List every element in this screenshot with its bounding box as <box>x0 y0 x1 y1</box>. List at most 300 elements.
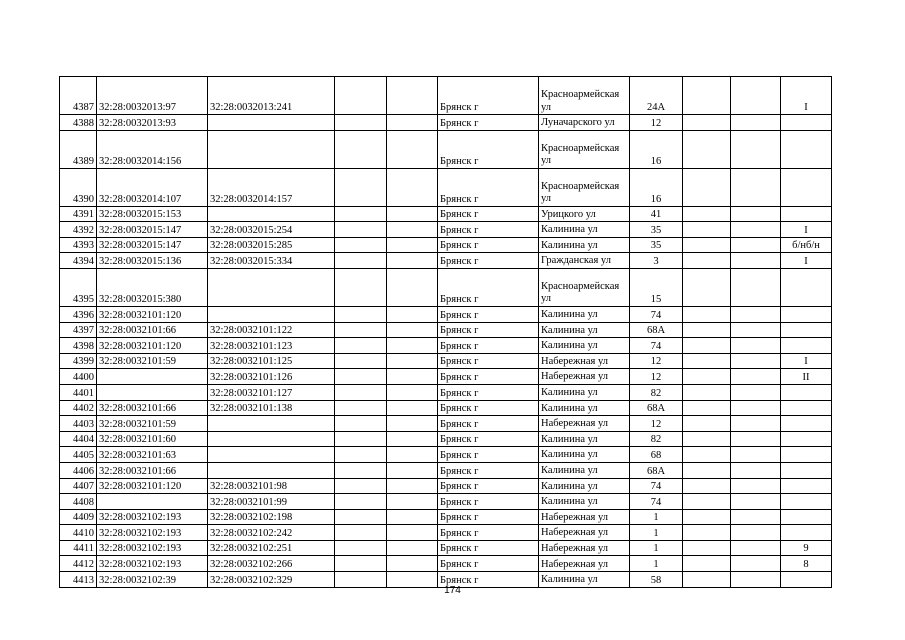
empty-cell <box>387 509 438 525</box>
cadastral-number-cell: 32:28:0032101:60 <box>97 431 208 447</box>
empty-cell <box>683 268 731 306</box>
cadastral-number-cell: 32:28:0032102:193 <box>97 556 208 572</box>
premises-number-cell: 32:28:0032014:157 <box>208 168 335 206</box>
premises-designation-cell <box>781 447 832 463</box>
cadastral-number-cell <box>97 369 208 385</box>
empty-cell <box>731 494 781 510</box>
premises-designation-cell <box>781 462 832 478</box>
cadastral-number-cell: 32:28:0032102:193 <box>97 525 208 541</box>
house-number-cell: 12 <box>630 353 683 369</box>
city-cell: Брянск г <box>438 384 539 400</box>
row-number-cell: 4409 <box>60 509 97 525</box>
street-cell: Калинина ул <box>539 494 630 510</box>
house-number-cell: 1 <box>630 509 683 525</box>
cadastral-number-cell: 32:28:0032015:153 <box>97 206 208 222</box>
premises-number-cell: 32:28:0032102:329 <box>208 572 335 588</box>
empty-cell <box>335 369 387 385</box>
row-number-cell: 4404 <box>60 431 97 447</box>
house-number-cell: 74 <box>630 478 683 494</box>
empty-cell <box>387 168 438 206</box>
table-body <box>60 77 832 588</box>
street-cell: Набережная ул <box>539 369 630 385</box>
city-cell: Брянск г <box>438 338 539 354</box>
empty-cell <box>387 462 438 478</box>
house-number-cell: 16 <box>630 168 683 206</box>
empty-cell <box>335 384 387 400</box>
table-row <box>60 494 832 510</box>
house-number-cell: 35 <box>630 237 683 253</box>
empty-cell <box>387 478 438 494</box>
house-number-cell: 3 <box>630 253 683 269</box>
empty-cell <box>731 525 781 541</box>
empty-cell <box>731 540 781 556</box>
premises-number-cell <box>208 416 335 432</box>
empty-cell <box>387 253 438 269</box>
street-cell: Калинина ул <box>539 222 630 238</box>
premises-number-cell: 32:28:0032101:123 <box>208 338 335 354</box>
row-number-cell: 4401 <box>60 384 97 400</box>
table-row <box>60 115 832 131</box>
house-number-cell: 1 <box>630 556 683 572</box>
empty-cell <box>335 478 387 494</box>
house-number-cell: 68А <box>630 322 683 338</box>
empty-cell <box>335 416 387 432</box>
cadastral-number-cell: 32:28:0032101:59 <box>97 416 208 432</box>
street-cell: Луначарского ул <box>539 115 630 131</box>
empty-cell <box>731 168 781 206</box>
empty-cell <box>387 338 438 354</box>
empty-cell <box>387 77 438 115</box>
street-cell: Гражданская ул <box>539 253 630 269</box>
table-row <box>60 306 832 322</box>
premises-number-cell: 32:28:0032102:198 <box>208 509 335 525</box>
row-number-cell: 4388 <box>60 115 97 131</box>
row-number-cell: 4405 <box>60 447 97 463</box>
cadastral-number-cell: 32:28:0032101:120 <box>97 478 208 494</box>
cadastral-number-cell: 32:28:0032102:193 <box>97 540 208 556</box>
premises-number-cell <box>208 447 335 463</box>
cadastral-number-cell: 32:28:0032014:107 <box>97 168 208 206</box>
premises-number-cell: 32:28:0032015:254 <box>208 222 335 238</box>
cadastral-number-cell <box>97 494 208 510</box>
premises-designation-cell <box>781 509 832 525</box>
house-number-cell: 68А <box>630 462 683 478</box>
premises-designation-cell <box>781 322 832 338</box>
empty-cell <box>387 525 438 541</box>
city-cell: Брянск г <box>438 206 539 222</box>
empty-cell <box>335 168 387 206</box>
empty-cell <box>731 416 781 432</box>
row-number-cell: 4413 <box>60 572 97 588</box>
row-number-cell: 4393 <box>60 237 97 253</box>
premises-number-cell: 32:28:0032102:251 <box>208 540 335 556</box>
empty-cell <box>683 338 731 354</box>
city-cell: Брянск г <box>438 237 539 253</box>
premises-designation-cell <box>781 306 832 322</box>
empty-cell <box>387 494 438 510</box>
house-number-cell: 35 <box>630 222 683 238</box>
premises-number-cell: 32:28:0032101:138 <box>208 400 335 416</box>
table-row <box>60 369 832 385</box>
table-row <box>60 525 832 541</box>
empty-cell <box>683 130 731 168</box>
street-cell: Калинина ул <box>539 572 630 588</box>
house-number-cell: 1 <box>630 540 683 556</box>
premises-number-cell: 32:28:0032102:242 <box>208 525 335 541</box>
empty-cell <box>683 494 731 510</box>
table-row <box>60 447 832 463</box>
cadastral-number-cell: 32:28:0032015:147 <box>97 222 208 238</box>
city-cell: Брянск г <box>438 525 539 541</box>
row-number-cell: 4387 <box>60 77 97 115</box>
premises-designation-cell <box>781 494 832 510</box>
row-number-cell: 4396 <box>60 306 97 322</box>
empty-cell <box>335 525 387 541</box>
street-cell: Красноармейская ул <box>539 168 630 206</box>
premises-designation-cell <box>781 525 832 541</box>
cadastral-number-cell: 32:28:0032102:193 <box>97 509 208 525</box>
premises-number-cell: 32:28:0032101:122 <box>208 322 335 338</box>
empty-cell <box>335 431 387 447</box>
cadastral-number-cell: 32:28:0032102:39 <box>97 572 208 588</box>
empty-cell <box>335 206 387 222</box>
empty-cell <box>731 322 781 338</box>
street-cell: Калинина ул <box>539 338 630 354</box>
cadastral-number-cell: 32:28:0032013:93 <box>97 115 208 131</box>
city-cell: Брянск г <box>438 509 539 525</box>
row-number-cell: 4399 <box>60 353 97 369</box>
street-cell: Калинина ул <box>539 322 630 338</box>
row-number-cell: 4390 <box>60 168 97 206</box>
premises-designation-cell <box>781 268 832 306</box>
premises-designation-cell: II <box>781 369 832 385</box>
empty-cell <box>731 431 781 447</box>
empty-cell <box>731 353 781 369</box>
table-row <box>60 206 832 222</box>
house-number-cell: 1 <box>630 525 683 541</box>
street-cell: Калинина ул <box>539 431 630 447</box>
table-row <box>60 222 832 238</box>
cadastral-number-cell <box>97 384 208 400</box>
premises-designation-cell <box>781 168 832 206</box>
premises-designation-cell: I <box>781 353 832 369</box>
table-row <box>60 268 832 306</box>
table-row <box>60 509 832 525</box>
premises-number-cell <box>208 115 335 131</box>
premises-number-cell <box>208 130 335 168</box>
empty-cell <box>335 77 387 115</box>
row-number-cell: 4397 <box>60 322 97 338</box>
premises-number-cell: 32:28:0032013:241 <box>208 77 335 115</box>
row-number-cell: 4403 <box>60 416 97 432</box>
empty-cell <box>387 206 438 222</box>
empty-cell <box>387 416 438 432</box>
empty-cell <box>683 77 731 115</box>
empty-cell <box>387 130 438 168</box>
cadastral-number-cell: 32:28:0032101:120 <box>97 338 208 354</box>
house-number-cell: 74 <box>630 306 683 322</box>
cadastral-number-cell: 32:28:0032015:380 <box>97 268 208 306</box>
row-number-cell: 4391 <box>60 206 97 222</box>
table-row <box>60 431 832 447</box>
empty-cell <box>387 322 438 338</box>
empty-cell <box>335 540 387 556</box>
empty-cell <box>335 447 387 463</box>
empty-cell <box>683 478 731 494</box>
empty-cell <box>335 237 387 253</box>
premises-number-cell: 32:28:0032102:266 <box>208 556 335 572</box>
premises-number-cell <box>208 268 335 306</box>
cadastral-number-cell: 32:28:0032014:156 <box>97 130 208 168</box>
cadastral-number-cell: 32:28:0032015:147 <box>97 237 208 253</box>
row-number-cell: 4395 <box>60 268 97 306</box>
city-cell: Брянск г <box>438 447 539 463</box>
empty-cell <box>387 431 438 447</box>
empty-cell <box>387 384 438 400</box>
empty-cell <box>683 431 731 447</box>
street-cell: Набережная ул <box>539 353 630 369</box>
empty-cell <box>683 206 731 222</box>
empty-cell <box>683 462 731 478</box>
empty-cell <box>683 322 731 338</box>
empty-cell <box>683 509 731 525</box>
empty-cell <box>683 540 731 556</box>
premises-number-cell: 32:28:0032101:99 <box>208 494 335 510</box>
premises-number-cell: 32:28:0032015:285 <box>208 237 335 253</box>
house-number-cell: 82 <box>630 431 683 447</box>
premises-number-cell: 32:28:0032101:127 <box>208 384 335 400</box>
empty-cell <box>387 369 438 385</box>
empty-cell <box>731 400 781 416</box>
empty-cell <box>683 168 731 206</box>
city-cell: Брянск г <box>438 462 539 478</box>
house-number-cell: 15 <box>630 268 683 306</box>
premises-designation-cell <box>781 338 832 354</box>
empty-cell <box>683 416 731 432</box>
house-number-cell: 16 <box>630 130 683 168</box>
premises-designation-cell: I <box>781 222 832 238</box>
cadastral-number-cell: 32:28:0032101:66 <box>97 462 208 478</box>
city-cell: Брянск г <box>438 494 539 510</box>
empty-cell <box>731 384 781 400</box>
empty-cell <box>387 237 438 253</box>
city-cell: Брянск г <box>438 168 539 206</box>
row-number-cell: 4398 <box>60 338 97 354</box>
table-row <box>60 400 832 416</box>
row-number-cell: 4406 <box>60 462 97 478</box>
street-cell: Калинина ул <box>539 237 630 253</box>
premises-number-cell: 32:28:0032101:125 <box>208 353 335 369</box>
city-cell: Брянск г <box>438 431 539 447</box>
empty-cell <box>335 222 387 238</box>
empty-cell <box>387 222 438 238</box>
empty-cell <box>683 237 731 253</box>
row-number-cell: 4389 <box>60 130 97 168</box>
empty-cell <box>335 322 387 338</box>
empty-cell <box>387 447 438 463</box>
street-cell: Красноармейская ул <box>539 268 630 306</box>
street-cell: Калинина ул <box>539 306 630 322</box>
table-row <box>60 77 832 115</box>
empty-cell <box>335 115 387 131</box>
table-row <box>60 540 832 556</box>
street-cell: Красноармейская ул <box>539 77 630 115</box>
premises-designation-cell <box>781 115 832 131</box>
city-cell: Брянск г <box>438 540 539 556</box>
table-row <box>60 462 832 478</box>
premises-designation-cell: 8 <box>781 556 832 572</box>
empty-cell <box>731 462 781 478</box>
empty-cell <box>683 222 731 238</box>
empty-cell <box>683 306 731 322</box>
street-cell: Набережная ул <box>539 509 630 525</box>
table-row <box>60 478 832 494</box>
table-row <box>60 338 832 354</box>
city-cell: Брянск г <box>438 268 539 306</box>
street-cell: Урицкого ул <box>539 206 630 222</box>
row-number-cell: 4411 <box>60 540 97 556</box>
empty-cell <box>683 384 731 400</box>
premises-designation-cell <box>781 206 832 222</box>
city-cell: Брянск г <box>438 400 539 416</box>
empty-cell <box>731 115 781 131</box>
empty-cell <box>731 268 781 306</box>
city-cell: Брянск г <box>438 306 539 322</box>
empty-cell <box>335 306 387 322</box>
empty-cell <box>731 369 781 385</box>
city-cell: Брянск г <box>438 478 539 494</box>
house-number-cell: 12 <box>630 369 683 385</box>
house-number-cell: 74 <box>630 494 683 510</box>
street-cell: Набережная ул <box>539 556 630 572</box>
premises-designation-cell <box>781 416 832 432</box>
empty-cell <box>731 253 781 269</box>
city-cell: Брянск г <box>438 353 539 369</box>
city-cell: Брянск г <box>438 77 539 115</box>
empty-cell <box>335 268 387 306</box>
page-number: 174 <box>444 585 461 596</box>
empty-cell <box>387 268 438 306</box>
cadastral-number-cell: 32:28:0032101:120 <box>97 306 208 322</box>
premises-number-cell: 32:28:0032101:126 <box>208 369 335 385</box>
empty-cell <box>387 115 438 131</box>
empty-cell <box>335 462 387 478</box>
row-number-cell: 4392 <box>60 222 97 238</box>
empty-cell <box>731 556 781 572</box>
table-row <box>60 322 832 338</box>
row-number-cell: 4408 <box>60 494 97 510</box>
row-number-cell: 4402 <box>60 400 97 416</box>
premises-designation-cell: I <box>781 77 832 115</box>
empty-cell <box>387 556 438 572</box>
premises-number-cell <box>208 431 335 447</box>
city-cell: Брянск г <box>438 556 539 572</box>
premises-number-cell <box>208 462 335 478</box>
city-cell: Брянск г <box>438 322 539 338</box>
table-row <box>60 130 832 168</box>
empty-cell <box>683 353 731 369</box>
empty-cell <box>731 222 781 238</box>
row-number-cell: 4410 <box>60 525 97 541</box>
table-row <box>60 168 832 206</box>
city-cell: Брянск г <box>438 222 539 238</box>
empty-cell <box>335 338 387 354</box>
cadastral-number-cell: 32:28:0032101:66 <box>97 322 208 338</box>
empty-cell <box>335 556 387 572</box>
registry-table-container <box>59 76 832 588</box>
empty-cell <box>683 525 731 541</box>
empty-cell <box>731 338 781 354</box>
empty-cell <box>683 556 731 572</box>
premises-designation-cell: б/нб/н <box>781 237 832 253</box>
empty-cell <box>731 447 781 463</box>
city-cell: Брянск г <box>438 572 539 588</box>
premises-designation-cell <box>781 400 832 416</box>
city-cell: Брянск г <box>438 369 539 385</box>
house-number-cell: 12 <box>630 416 683 432</box>
street-cell: Набережная ул <box>539 416 630 432</box>
cadastral-number-cell: 32:28:0032101:63 <box>97 447 208 463</box>
city-cell: Брянск г <box>438 115 539 131</box>
house-number-cell: 58 <box>630 572 683 588</box>
empty-cell <box>387 540 438 556</box>
empty-cell <box>335 353 387 369</box>
street-cell: Калинина ул <box>539 384 630 400</box>
street-cell: Набережная ул <box>539 540 630 556</box>
empty-cell <box>731 130 781 168</box>
empty-cell <box>335 253 387 269</box>
house-number-cell: 68А <box>630 400 683 416</box>
table-row <box>60 556 832 572</box>
street-cell: Красноармейская ул <box>539 130 630 168</box>
table-row <box>60 353 832 369</box>
empty-cell <box>683 447 731 463</box>
premises-number-cell: 32:28:0032015:334 <box>208 253 335 269</box>
row-number-cell: 4400 <box>60 369 97 385</box>
table-row <box>60 253 832 269</box>
premises-number-cell <box>208 306 335 322</box>
empty-cell <box>731 77 781 115</box>
empty-cell <box>335 400 387 416</box>
premises-designation-cell <box>781 130 832 168</box>
empty-cell <box>387 353 438 369</box>
empty-cell <box>731 509 781 525</box>
cadastral-number-cell: 32:28:0032101:66 <box>97 400 208 416</box>
premises-designation-cell: I <box>781 253 832 269</box>
premises-number-cell: 32:28:0032101:98 <box>208 478 335 494</box>
empty-cell <box>731 237 781 253</box>
table-row <box>60 237 832 253</box>
street-cell: Калинина ул <box>539 462 630 478</box>
row-number-cell: 4394 <box>60 253 97 269</box>
table-row <box>60 384 832 400</box>
street-cell: Калинина ул <box>539 400 630 416</box>
city-cell: Брянск г <box>438 253 539 269</box>
city-cell: Брянск г <box>438 130 539 168</box>
empty-cell <box>731 478 781 494</box>
empty-cell <box>387 306 438 322</box>
city-cell: Брянск г <box>438 416 539 432</box>
empty-cell <box>335 130 387 168</box>
premises-designation-cell <box>781 384 832 400</box>
empty-cell <box>683 369 731 385</box>
house-number-cell: 41 <box>630 206 683 222</box>
empty-cell <box>387 400 438 416</box>
empty-cell <box>335 509 387 525</box>
street-cell: Набережная ул <box>539 525 630 541</box>
house-number-cell: 68 <box>630 447 683 463</box>
house-number-cell: 74 <box>630 338 683 354</box>
